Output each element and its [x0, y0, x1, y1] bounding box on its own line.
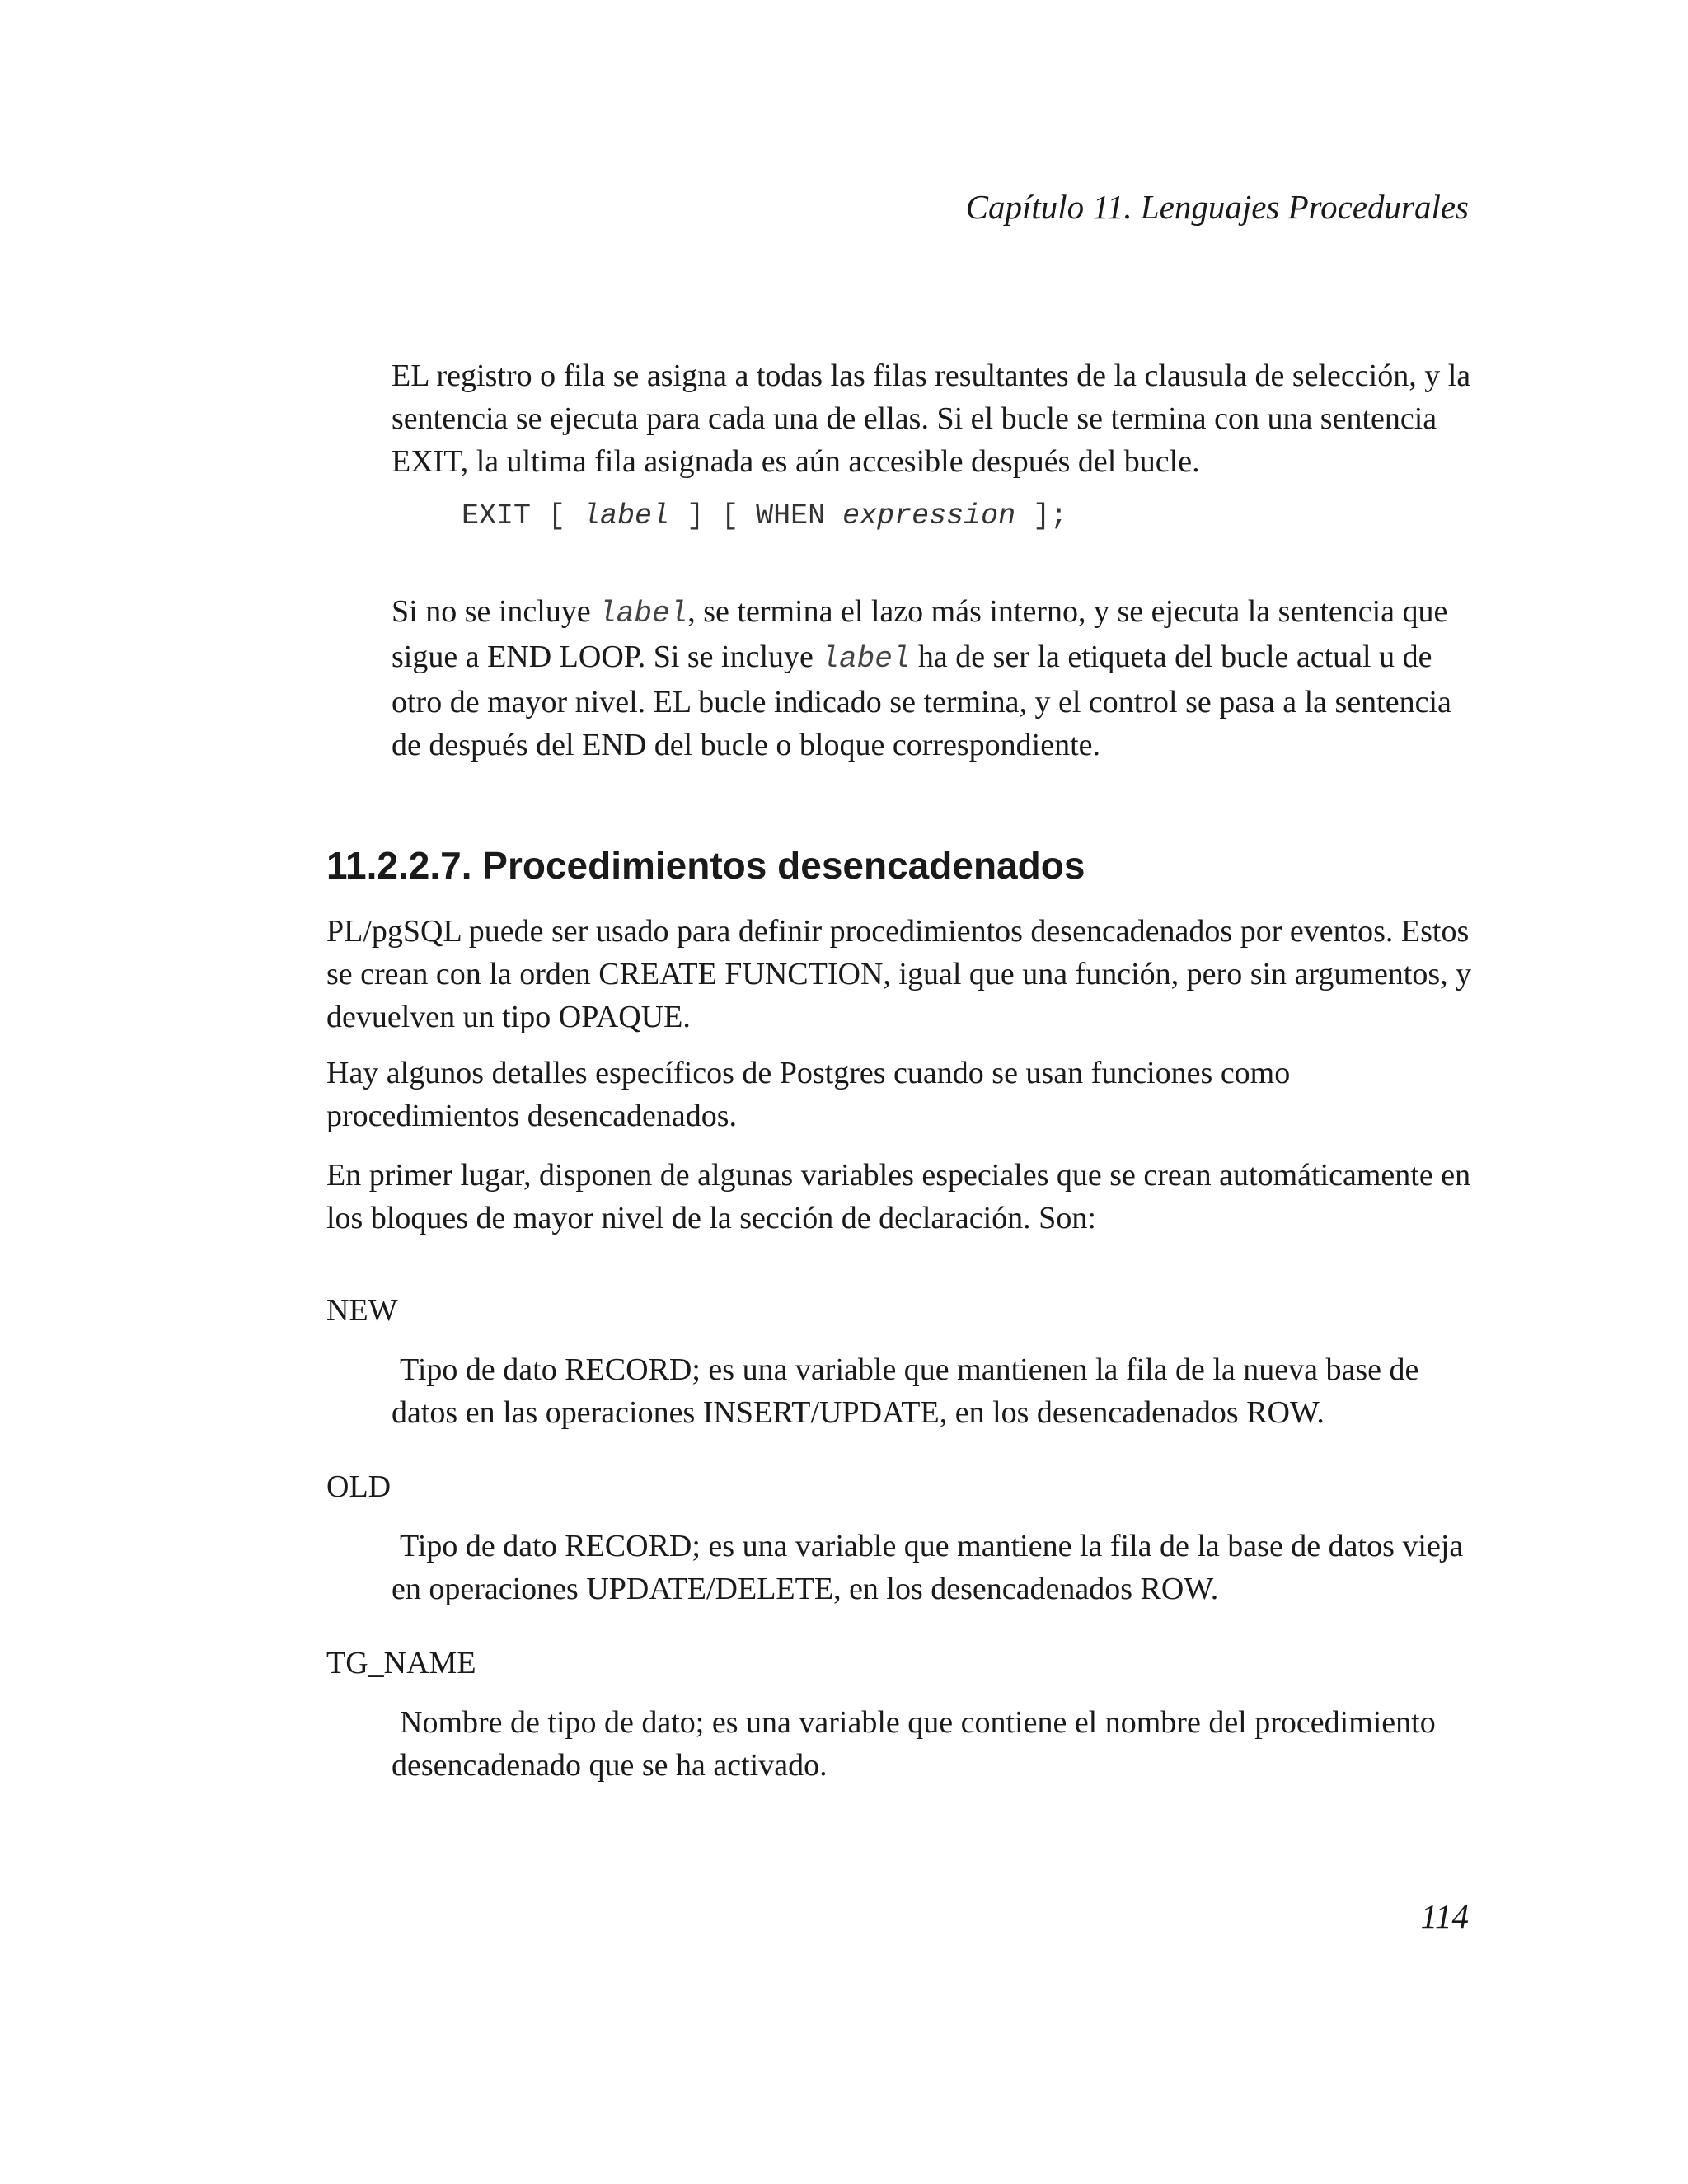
code-keyword-exit: EXIT [	[462, 499, 584, 532]
section-heading: 11.2.2.7. Procedimientos desencadenados	[326, 844, 1085, 887]
variable-definition-new: Tipo de dato RECORD; es una variable que mantienen la fila de la nueva base de datos en las operaciones INSERT/UPDATE, en los desencadenados ROW.	[392, 1352, 1419, 1430]
running-header: Capítulo 11. Lenguajes Procedurales	[965, 188, 1469, 226]
section-paragraph-2: Hay algunos detalles específicos de Postgres cuando se usan funciones como procedimientos desencadenados.	[326, 1056, 1291, 1133]
section-paragraph-3: En primer lugar, disponen de algunas variables especiales que se crean automáticamente en los bloques de mayor nivel de la sección de declaración. Son:	[326, 1158, 1471, 1235]
exit-explanation-paragraph	[392, 590, 1479, 766]
section-paragraph-1: PL/pgSQL puede ser usado para definir procedimientos desencadenados por eventos. Estos se crean con la orden CREATE FUNCTION, igual que una función, pero sin argumentos, y devuelven un tipo OPAQUE.	[326, 914, 1472, 1034]
exit-syntax-code	[462, 498, 1067, 534]
inline-code-label-2: label	[821, 642, 911, 676]
code-arg-label: label	[583, 499, 670, 532]
code-arg-expression: expression	[842, 499, 1016, 532]
variable-definition-tg-name: Nombre de tipo de dato; es una variable que contiene el nombre del procedimiento desencadenado que se ha activado.	[392, 1705, 1436, 1783]
exit-intro-paragraph: EL registro o fila se asigna a todas las filas resultantes de la clausula de selección, y la sentencia se ejecuta para cada una de ellas. Si el bucle se termina con una sentencia EXIT, la ultima fila asignada es aún accesible después del bucle.	[392, 359, 1471, 479]
explanation-text-3: ha de ser la etiqueta del bucle actual u de otro de mayor nivel. EL bucle indicado se termina, y el control se pasa a la sentencia de después del END del bucle o bloque correspondiente.	[392, 640, 1451, 762]
variable-definition-old: Tipo de dato RECORD; es una variable que mantiene la fila de la base de datos vieja en operaciones UPDATE/DELETE, en los desencadenados ROW.	[392, 1529, 1464, 1606]
variable-term-tg-name: TG_NAME	[326, 1646, 476, 1680]
code-keyword-when: ] [ WHEN	[669, 499, 843, 532]
variable-term-new: NEW	[326, 1293, 398, 1328]
inline-code-label-1: label	[598, 597, 688, 630]
explanation-text-1: Si no se incluye	[392, 594, 599, 629]
explanation-text-2: , se termina el lazo más interno, y se ejecuta la sentencia que sigue a END LOOP. Si se incluye	[392, 594, 1448, 674]
page-number: 114	[1420, 1897, 1469, 1935]
variable-term-old: OLD	[326, 1469, 392, 1504]
code-keyword-end: ];	[1015, 499, 1068, 532]
